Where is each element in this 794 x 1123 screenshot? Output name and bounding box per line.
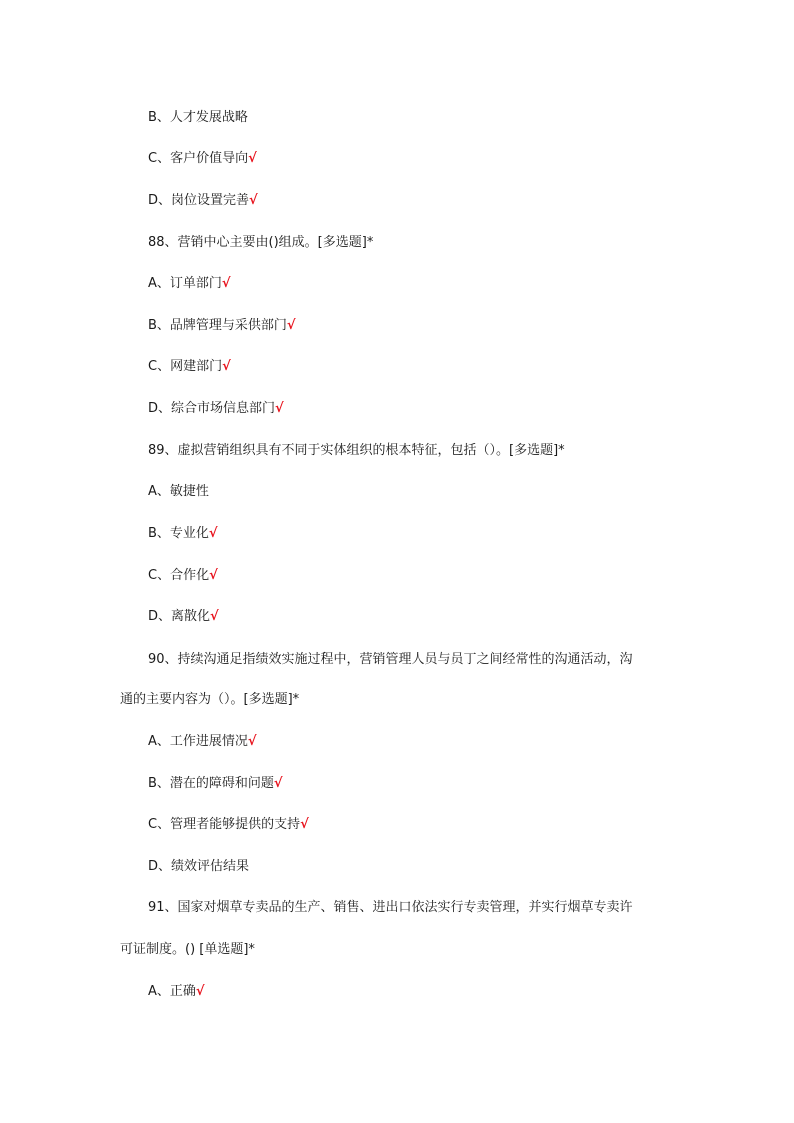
option-line — [148, 274, 231, 294]
question-continuation — [120, 690, 299, 710]
option-line — [148, 316, 296, 336]
option-line — [148, 524, 218, 544]
option-line — [148, 815, 309, 835]
checkmark-icon: √ — [209, 568, 218, 583]
checkmark-icon: √ — [247, 734, 257, 749]
option-text: A、正确 — [148, 984, 196, 999]
option-text: B、潜在的障碍和问题 — [148, 776, 274, 791]
checkmark-icon: √ — [275, 401, 284, 416]
option-text: D、绩效评估结果 — [148, 859, 250, 874]
option-text: C、网建部门 — [148, 359, 223, 374]
option-text: D、岗位设置完善 — [148, 193, 250, 208]
checkmark-icon: √ — [221, 276, 231, 291]
option-line — [148, 607, 219, 627]
question-text: 可证制度。() [单选题]* — [120, 942, 255, 957]
checkmark-icon: √ — [210, 609, 219, 624]
option-text: C、合作化 — [148, 568, 210, 583]
question-text: 91、国家对烟草专卖品的生产、销售、进出口依法实行专卖管理，并实行烟草专卖许 — [148, 900, 633, 915]
question-text: 89、虚拟营销组织具有不同于实体组织的根本特征，包括（）。[多选题]* — [148, 443, 565, 458]
checkmark-icon: √ — [273, 776, 283, 791]
question-text: 88、营销中心主要由()组成。[多选题]* — [148, 235, 374, 250]
option-text: B、人才发展战略 — [148, 110, 248, 125]
question-text: 通的主要内容为（）。[多选题]* — [120, 692, 300, 707]
option-text: A、敏捷性 — [148, 484, 209, 499]
option-text: B、专业化 — [148, 526, 209, 541]
option-text: D、综合市场信息部门 — [148, 401, 276, 416]
option-line — [148, 191, 258, 211]
option-line — [148, 482, 209, 502]
option-line — [148, 108, 248, 128]
option-line — [148, 857, 249, 877]
checkmark-icon: √ — [222, 359, 231, 374]
question-text: 90、持续沟通足指绩效实施过程中，营销管理人员与员丁之间经常性的沟通活动，沟 — [148, 652, 633, 667]
option-line — [148, 566, 218, 586]
option-text: B、品牌管理与采供部门 — [148, 318, 287, 333]
question-line — [148, 898, 633, 918]
option-line — [148, 357, 231, 377]
question-line — [148, 441, 565, 461]
option-line — [148, 982, 205, 1002]
option-text: C、客户价值导向 — [148, 151, 249, 166]
option-line — [148, 774, 283, 794]
option-line — [148, 732, 257, 752]
checkmark-icon: √ — [286, 318, 296, 333]
option-line — [148, 399, 284, 419]
option-text: D、离散化 — [148, 609, 211, 624]
question-line — [148, 650, 633, 670]
checkmark-icon: √ — [300, 817, 309, 832]
checkmark-icon: √ — [248, 151, 257, 166]
question-line — [148, 233, 373, 253]
option-text: A、订单部门 — [148, 276, 222, 291]
option-line — [148, 149, 257, 169]
checkmark-icon: √ — [195, 984, 205, 999]
question-continuation — [120, 940, 255, 960]
checkmark-icon: √ — [249, 193, 258, 208]
option-text: C、管理者能够提供的支持 — [148, 817, 301, 832]
checkmark-icon: √ — [208, 526, 218, 541]
option-text: A、工作进展情况 — [148, 734, 248, 749]
